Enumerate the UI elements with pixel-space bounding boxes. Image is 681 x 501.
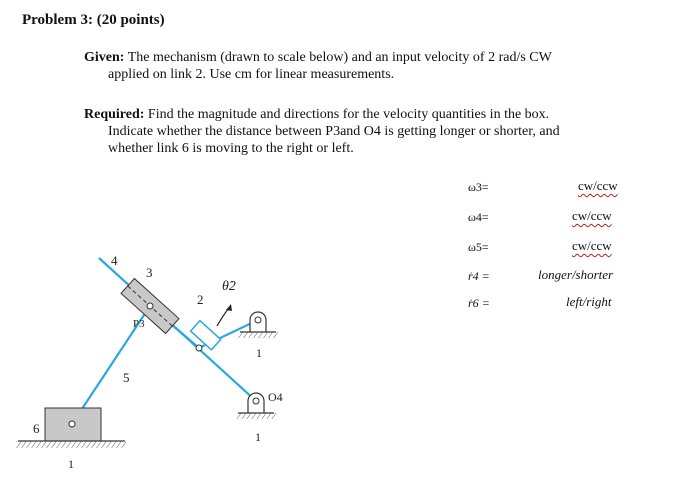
label-ground-top: 1 bbox=[256, 346, 262, 360]
problem-title: Problem 3: (20 points) bbox=[22, 12, 165, 28]
label-p3: P3 bbox=[133, 318, 145, 330]
omega4-answer[interactable]: cw/ccw bbox=[572, 208, 612, 223]
given-label: Given: bbox=[84, 50, 125, 65]
omega5-answer[interactable]: cw/ccw bbox=[572, 238, 612, 253]
ground-hatch bbox=[16, 441, 126, 448]
required-line-1: Find the magnitude and directions for the velocity quantities in the box. bbox=[144, 107, 550, 122]
required-label: Required: bbox=[84, 107, 145, 122]
r4dot-label: ṙ4 = bbox=[468, 269, 490, 283]
o2-ground-pivot bbox=[238, 312, 278, 338]
label-theta-dot: θ̇2 bbox=[222, 279, 236, 294]
p3-pin bbox=[147, 303, 153, 309]
label-ground-o4: 1 bbox=[255, 430, 261, 444]
theta-arrow bbox=[217, 308, 229, 326]
label-link-4: 4 bbox=[111, 253, 118, 268]
omega3-answer[interactable]: cw/ccw bbox=[578, 178, 618, 193]
omega4-label: ω4= bbox=[468, 210, 489, 224]
label-ground-slider: 1 bbox=[68, 457, 74, 471]
required-line-2: Indicate whether the distance between P3and O4 is getting longer or shorter, and bbox=[108, 124, 560, 139]
label-link-6: 6 bbox=[33, 421, 40, 436]
label-link-3: 3 bbox=[146, 265, 153, 280]
r6dot-answer[interactable]: left/right bbox=[566, 294, 612, 309]
label-link-2: 2 bbox=[197, 292, 204, 307]
link-6-pin bbox=[69, 421, 75, 427]
omega3-label: ω3= bbox=[468, 180, 489, 194]
label-o4: O4 bbox=[268, 390, 283, 404]
label-link-5: 5 bbox=[123, 370, 130, 385]
required-line-3: whether link 6 is moving to the right or left. bbox=[108, 141, 354, 156]
given-line-2: applied on link 2. Use cm for linear measurements. bbox=[108, 67, 395, 82]
r4dot-answer[interactable]: longer/shorter bbox=[538, 267, 614, 282]
given-line-1: The mechanism (drawn to scale below) and an input velocity of 2 rad/s CW bbox=[124, 50, 552, 65]
r6dot-label: ṙ6 = bbox=[468, 296, 490, 310]
theta-arrowhead-icon bbox=[226, 304, 232, 311]
collar-pin bbox=[196, 345, 202, 351]
omega5-label: ω5= bbox=[468, 240, 489, 254]
